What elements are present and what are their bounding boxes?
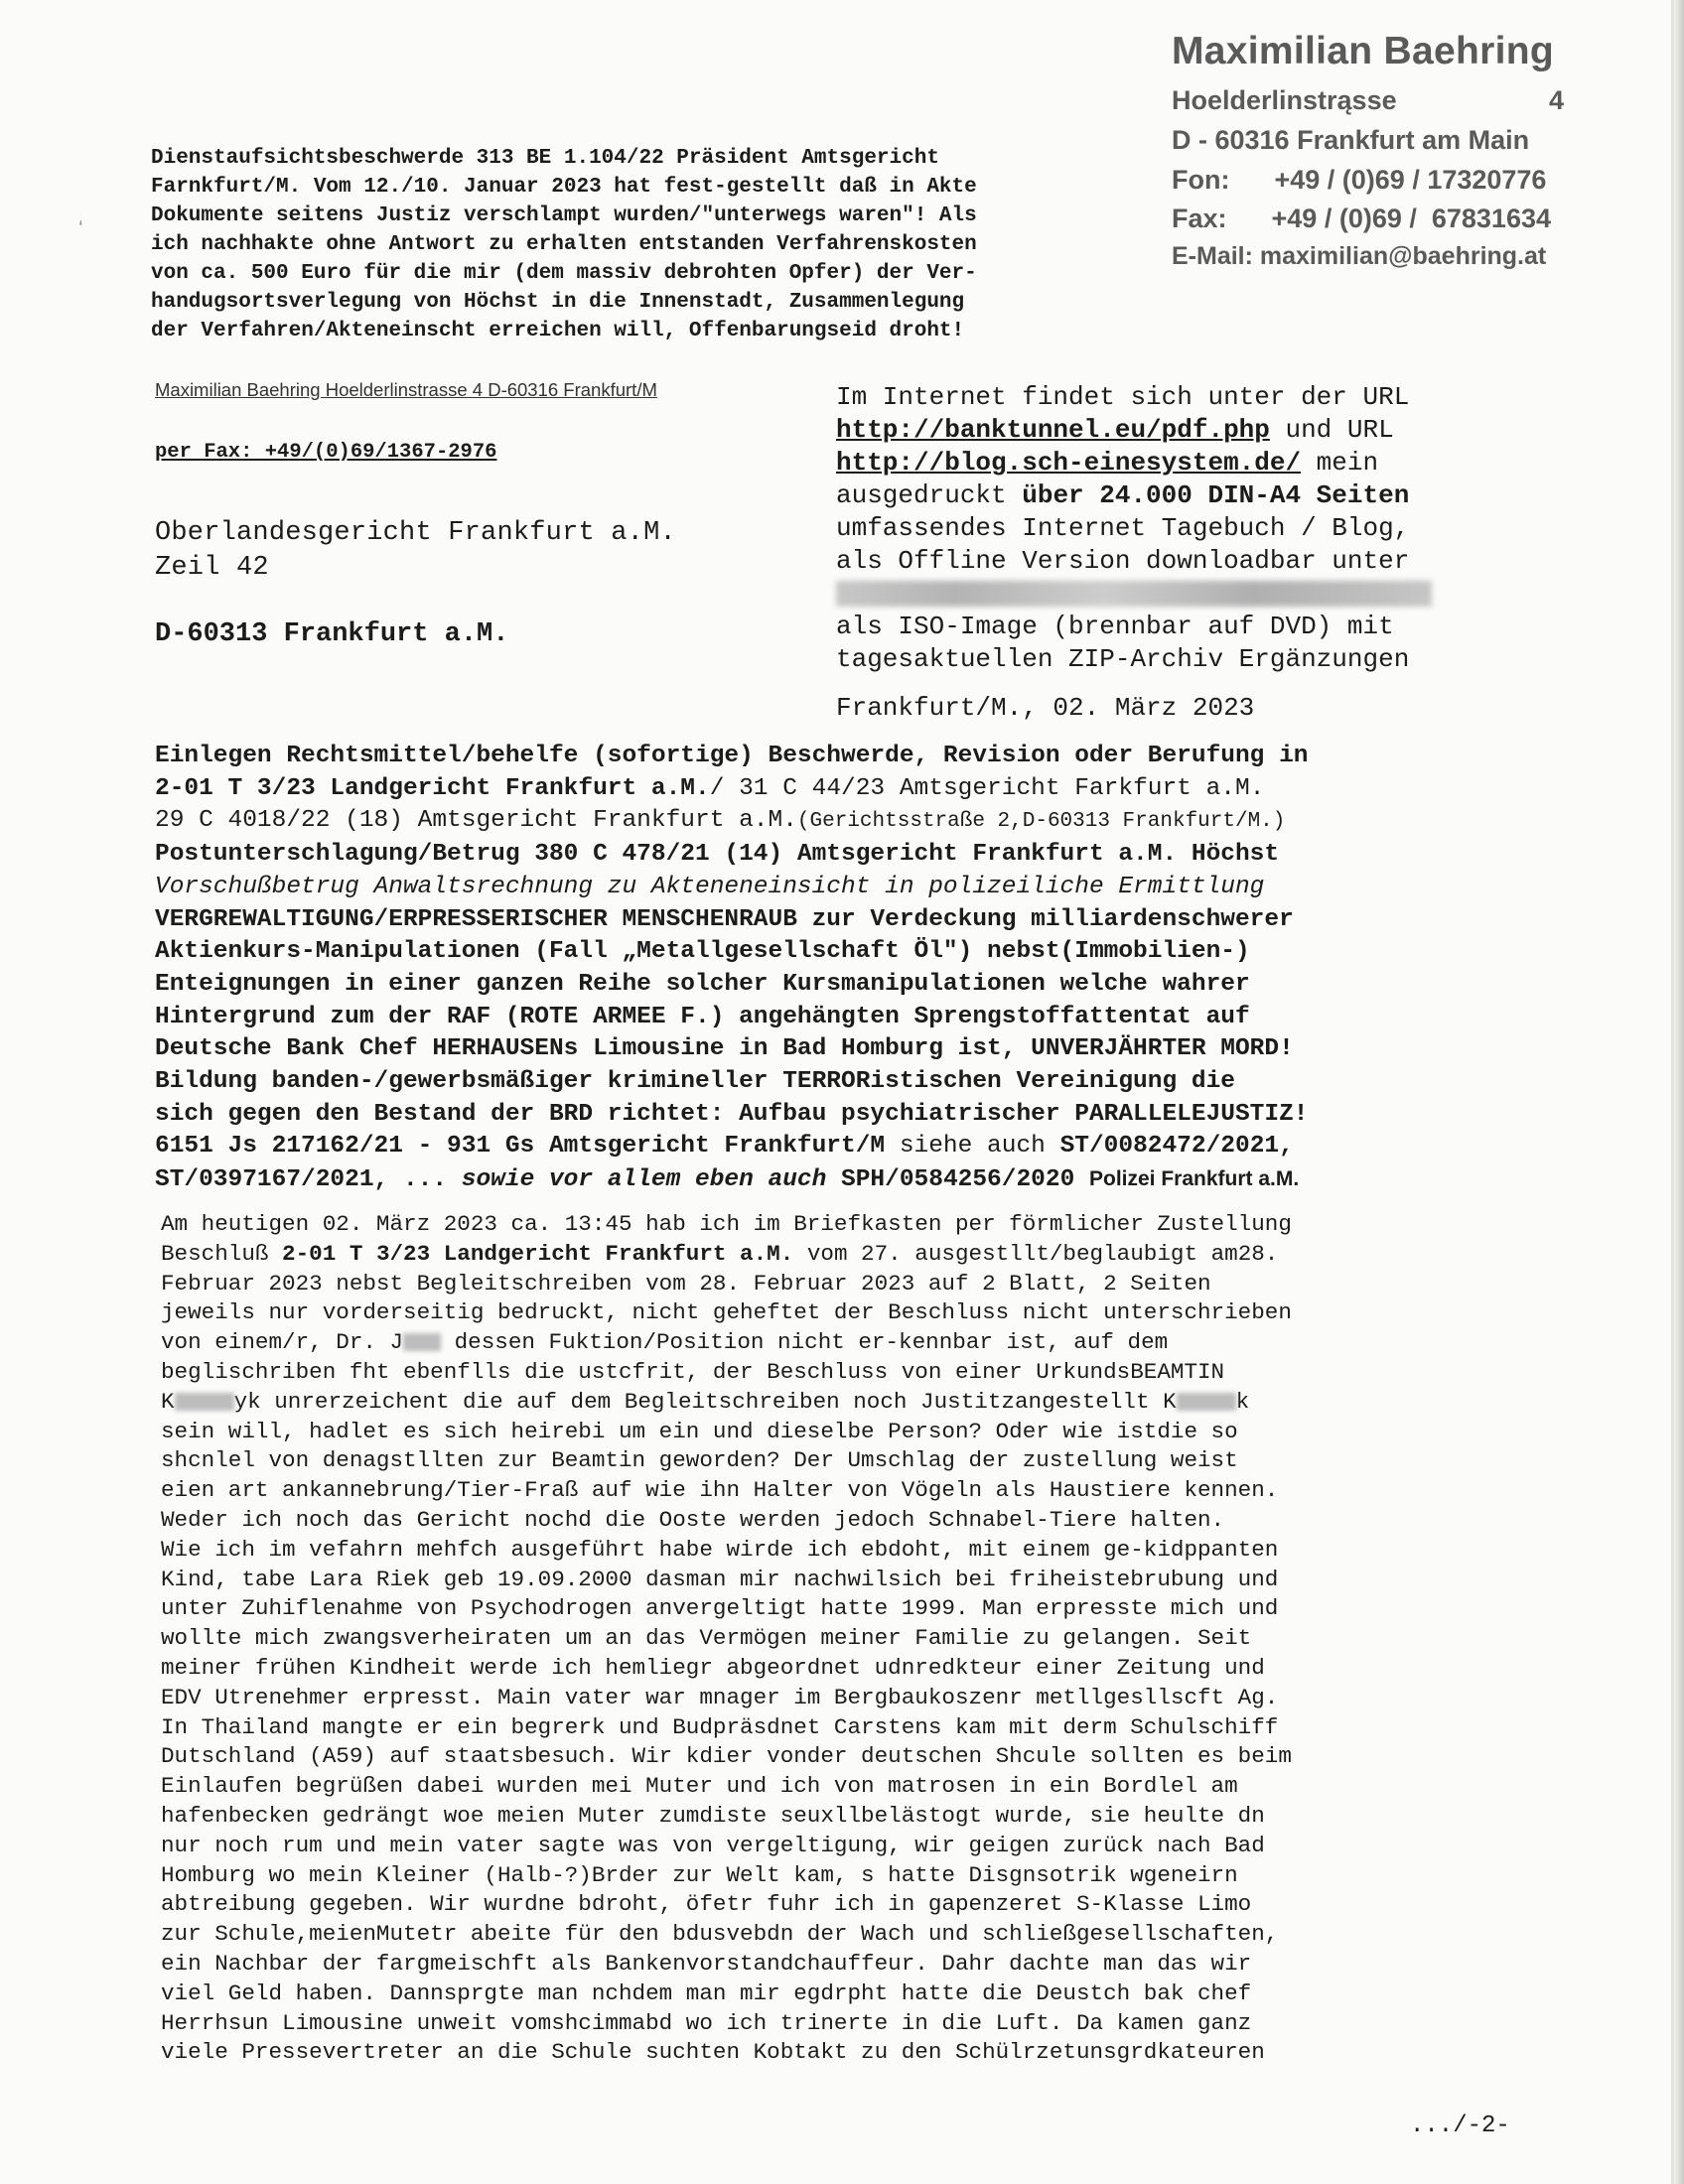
case-reference: 2-01 T 3/23 Landgericht Frankfurt a.M. bbox=[282, 1240, 794, 1267]
body-line: Wie ich im vefahrn mehfch ausgeführt habe wirde ich ebdoht, mit einem ge-kidppanten bbox=[161, 1536, 1279, 1563]
body-line: Herrhsun Limousine unweit vomshcimmabd wo ich trinerte in die Luft. Da kamen ganz bbox=[161, 2009, 1252, 2036]
info-line: umfassendes Internet Tagebuch / Blog, bbox=[836, 513, 1410, 543]
body-line: eien art ankannebrung/Tier-Fraß auf wie ihn Halter von Vögeln als Haustiere kennen. bbox=[161, 1477, 1279, 1504]
subject-line bbox=[155, 1163, 1495, 1197]
subject-line: Deutsche Bank Chef HERHAUSENs Limousine in Bad Homburg ist, UNVERJÄHRTER MORD! bbox=[155, 1035, 1294, 1063]
letterhead-phone: Fon: +49 / (0)69 / 17320776 bbox=[1172, 165, 1547, 195]
subject-line: sich gegen den Bestand der BRD richtet: Aufbau psychiatrischer PARALLELEJUSTIZ! bbox=[155, 1100, 1309, 1128]
body-line: jeweils nur vorderseitig bedruckt, nicht geheftet der Beschluss nicht unterschrieben bbox=[161, 1299, 1292, 1326]
subject-line: Aktienkurs-Manipulationen (Fall „Metallgesellschaft Öl") nebst(Immobilien-) bbox=[155, 938, 1250, 966]
info-line: tagesaktuellen ZIP-Archiv Ergänzungen bbox=[836, 644, 1410, 674]
body-line: EDV Utrenehmer erpresst. Main vater war mnager im Bergbaukoszenr metllgesllscft Ag. bbox=[161, 1684, 1279, 1710]
subject-text: sowie vor allem eben auch bbox=[461, 1166, 827, 1194]
body-line: viele Pressevertreter an die Schule suchten Kobtakt zu den Schülrzetunsgrdkateuren bbox=[161, 2039, 1265, 2066]
recipient-name: Oberlandesgericht Frankfurt a.M. bbox=[155, 518, 676, 548]
case-reference: ST/0397167/2021, ... bbox=[155, 1166, 462, 1194]
letterhead-fax: Fax: +49 / (0)69 / 67831634 bbox=[1172, 204, 1551, 233]
body-line: viel Geld haben. Dannsprgte man nchdem man mir egdrpht hatte die Deustch bak chef bbox=[161, 1979, 1252, 2006]
body-text: von einem/r, Dr. J bbox=[161, 1329, 404, 1356]
letterhead-email: E-Mail: maximilian@baehring.at bbox=[1172, 242, 1547, 270]
info-text: mein bbox=[1301, 448, 1379, 478]
body-text: dessen Fuktion/Position nicht er-kennbar ist, auf dem bbox=[441, 1329, 1169, 1356]
subject-line: Vorschußbetrug Anwaltsrechnung zu Akteneneinsicht in polizeiliche Ermittlung bbox=[155, 873, 1265, 900]
subject-line: VERGREWALTIGUNG/ERPRESSERISCHER MENSCHENRAUB zur Verdeckung milliardenschwerer bbox=[155, 905, 1294, 933]
body-line: Am heutigen 02. März 2023 ca. 13:45 hab ich im Briefkasten per förmlicher Zustellung bbox=[161, 1211, 1292, 1237]
redacted-name bbox=[403, 1333, 441, 1351]
intro-line: Dokumente seitens Justiz verschlampt wurden/"unterwegs waren"! Als bbox=[151, 205, 977, 227]
police-reference: Polizei Frankfurt a.M. bbox=[1088, 1167, 1300, 1191]
body-line: beglischriben fht ebenflls die ustcfrit, der Beschluss von einer UrkundsBEAMTIN bbox=[161, 1358, 1225, 1385]
body-text: Beschluß bbox=[161, 1240, 283, 1267]
letterhead-street-name: Hoelderlinstrąsse bbox=[1172, 85, 1397, 115]
recipient-zip-city: D-60313 Frankfurt a.M. bbox=[155, 619, 509, 649]
redacted-name bbox=[175, 1393, 234, 1411]
subject-block bbox=[155, 741, 1495, 1197]
fax-line: per Fax: +49/(0)69/1367-2976 bbox=[155, 441, 497, 464]
case-reference: 29 C 4018/22 (18) Amtsgericht Frankfurt a.M. bbox=[155, 807, 797, 835]
intro-line: handugsortsverlegung von Höchst in die Innenstadt, Zusammenlegung bbox=[151, 291, 965, 314]
info-text-bold: über 24.000 DIN-A4 Seiten bbox=[1022, 480, 1410, 510]
letterhead-city: D - 60316 Frankfurt am Main bbox=[1172, 125, 1530, 155]
body-line: shcnlel von denagstllten zur Beamtin geworden? Der Umschlag der zustellung weist bbox=[161, 1447, 1238, 1474]
redacted-url bbox=[836, 581, 1432, 607]
subject-line bbox=[155, 805, 1495, 839]
body-line: nur noch rum und mein vater sagte was von vergeltigung, wir geigen zurück nach Bad bbox=[161, 1832, 1265, 1858]
letterhead-name: Maximilian Baehring bbox=[1172, 30, 1554, 72]
body-text: k bbox=[1235, 1388, 1250, 1415]
case-reference: ST/0082472/2021, bbox=[1059, 1133, 1294, 1160]
body-text: vom 27. ausgestllt/beglaubigt am28. bbox=[793, 1240, 1279, 1267]
info-line bbox=[836, 479, 1491, 512]
court-address: (Gerichtsstraße 2,D-60313 Frankfurt/M.) bbox=[796, 810, 1286, 834]
body-line: ein Nachbar der fargmeischft als Bankenvorstandchauffeur. Dahr dachte man das wir bbox=[161, 1950, 1252, 1977]
url-link[interactable]: http://blog.sch-einesystem.de/ bbox=[836, 448, 1302, 478]
info-line bbox=[836, 447, 1491, 479]
body-line: Kind, tabe Lara Riek geb 19.09.2000 dasman mir nachwilsich bei friheistebrubung und bbox=[161, 1566, 1279, 1592]
subject-line: Hintergrund zum der RAF (ROTE ARMEE F.) angehängten Sprengstoffattentat auf bbox=[155, 1003, 1250, 1030]
body-text: K bbox=[161, 1388, 175, 1415]
page-continuation: .../-2- bbox=[1410, 2113, 1510, 2139]
subject-text: siehe auch bbox=[885, 1133, 1060, 1160]
body-line: wollte mich zwangsverheiraten um an das Vermögen meiner Familie zu gelangen. Seit bbox=[161, 1625, 1252, 1652]
body-line: Weder ich noch das Gericht nochd die Ooste werden jedoch Schnabel-Tiere halten. bbox=[161, 1506, 1225, 1533]
recipient-address bbox=[155, 516, 676, 586]
intro-line: der Verfahren/Akteneinscht erreichen will, Offenbarungseid droht! bbox=[151, 320, 965, 342]
intro-notice bbox=[151, 144, 1144, 345]
info-line: Im Internet findet sich unter der URL bbox=[836, 382, 1410, 412]
body-line: zur Schule,meienMutetr abeite für den bdusvebdn der Wach und schließgesellschaften, bbox=[161, 1921, 1279, 1948]
body-line: In Thailand mangte er ein begrerk und Budpräsdnet Carstens kam mit derm Schulschiff bbox=[161, 1713, 1279, 1740]
intro-line: von ca. 500 Euro für die mir (dem massiv debrohten Opfer) der Ver- bbox=[151, 262, 977, 285]
letterhead-street bbox=[1172, 85, 1564, 116]
body-line: Februar 2023 nebst Begleitschreiben vom 28. Februar 2023 auf 2 Blatt, 2 Seiten bbox=[161, 1270, 1211, 1297]
info-line bbox=[836, 578, 1491, 611]
letterhead-house-no: 4 bbox=[1548, 85, 1564, 115]
intro-line: Dienstaufsichtsbeschwerde 313 BE 1.104/22 Präsident Amtsgericht bbox=[151, 147, 939, 170]
body-line bbox=[161, 1240, 1491, 1270]
body-line: Dutschland (A59) auf staatsbesuch. Wir kdier vonder deutschen Shcule sollten es beim bbox=[161, 1743, 1292, 1770]
body-line: Einlaufen begrüßen dabei wurden mei Muter und ich von matrosen in ein Bordlel am bbox=[161, 1773, 1238, 1800]
body-line: abtreibung gegeben. Wir wurdne bdroht, öfetr fuhr ich in gapenzeret S-Klasse Limo bbox=[161, 1891, 1252, 1918]
subject-line bbox=[155, 1131, 1495, 1163]
url-link[interactable]: http://banktunnel.eu/pdf.php bbox=[836, 415, 1270, 445]
info-line bbox=[836, 414, 1491, 447]
letter-body bbox=[161, 1210, 1491, 2068]
body-line: unter Zuhiflenahme von Psychodrogen anvergeltigt hatte 1999. Man erpresste mich und bbox=[161, 1595, 1279, 1622]
margin-mark: ʻ bbox=[75, 220, 86, 240]
body-line: hafenbecken gedrängt woe meien Muter zumdiste seuxllbelästogt wurde, sie heulte dn bbox=[161, 1802, 1265, 1829]
date-line: Frankfurt/M., 02. März 2023 bbox=[836, 693, 1255, 723]
page-edge bbox=[1674, 0, 1684, 2184]
case-reference: SPH/0584256/2020 bbox=[826, 1166, 1089, 1194]
recipient-street: Zeil 42 bbox=[155, 553, 269, 583]
subject-line bbox=[155, 773, 1495, 806]
intro-line: Farnkfurt/M. Vom 12./10. Januar 2023 hat fest-gestellt daß in Akte bbox=[151, 176, 977, 199]
body-line: meiner frühen Kindheit werde ich hemliegr abgeordnet udnredkteur einer Zeitung und bbox=[161, 1654, 1265, 1681]
body-line: Homburg wo mein Kleiner (Halb-?)Brder zur Welt kam, s hatte Disgnsotrik wgeneirn bbox=[161, 1861, 1238, 1888]
body-line: sein will, hadlet es sich heirebi um ein und dieselbe Person? Oder wie istdie so bbox=[161, 1418, 1238, 1444]
body-line bbox=[161, 1328, 1491, 1358]
info-text: ausgedruckt bbox=[836, 480, 1023, 510]
case-reference: / 31 C 44/23 Amtsgericht Farkfurt a.M. bbox=[709, 774, 1265, 802]
body-text: yk unrerzeichent die auf dem Begleitschreiben noch Justitzangestellt K bbox=[233, 1388, 1177, 1415]
info-line: als Offline Version downloadbar unter bbox=[836, 546, 1410, 576]
subject-line: Enteignungen in einer ganzen Reihe solcher Kursmanipulationen welche wahrer bbox=[155, 970, 1250, 998]
subject-line: Bildung banden-/gewerbsmäßiger krimineller TERRORistischen Vereinigung die bbox=[155, 1068, 1235, 1096]
intro-line: ich nachhakte ohne Antwort zu erhalten entstanden Verfahrenskosten bbox=[151, 233, 977, 256]
subject-line: Postunterschlagung/Betrug 380 C 478/21 (14) Amtsgericht Frankfurt a.M. Höchst bbox=[155, 841, 1280, 869]
internet-info-block bbox=[836, 381, 1491, 676]
body-line bbox=[161, 1388, 1491, 1418]
subject-line: Einlegen Rechtsmittel/behelfe (sofortige) Beschwerde, Revision oder Berufung in bbox=[155, 743, 1309, 769]
redacted-name bbox=[1177, 1393, 1236, 1411]
sender-line: Maximilian Baehring Hoelderlinstrasse 4 D-60316 Frankfurt/M bbox=[155, 379, 657, 400]
case-reference: 2-01 T 3/23 Landgericht Frankfurt a.M. bbox=[155, 774, 710, 802]
case-reference: 6151 Js 217162/21 - 931 Gs Amtsgericht Frankfurt/M bbox=[155, 1133, 886, 1160]
info-line: als ISO-Image (brennbar auf DVD) mit bbox=[836, 612, 1394, 641]
info-text: und URL bbox=[1269, 415, 1394, 445]
